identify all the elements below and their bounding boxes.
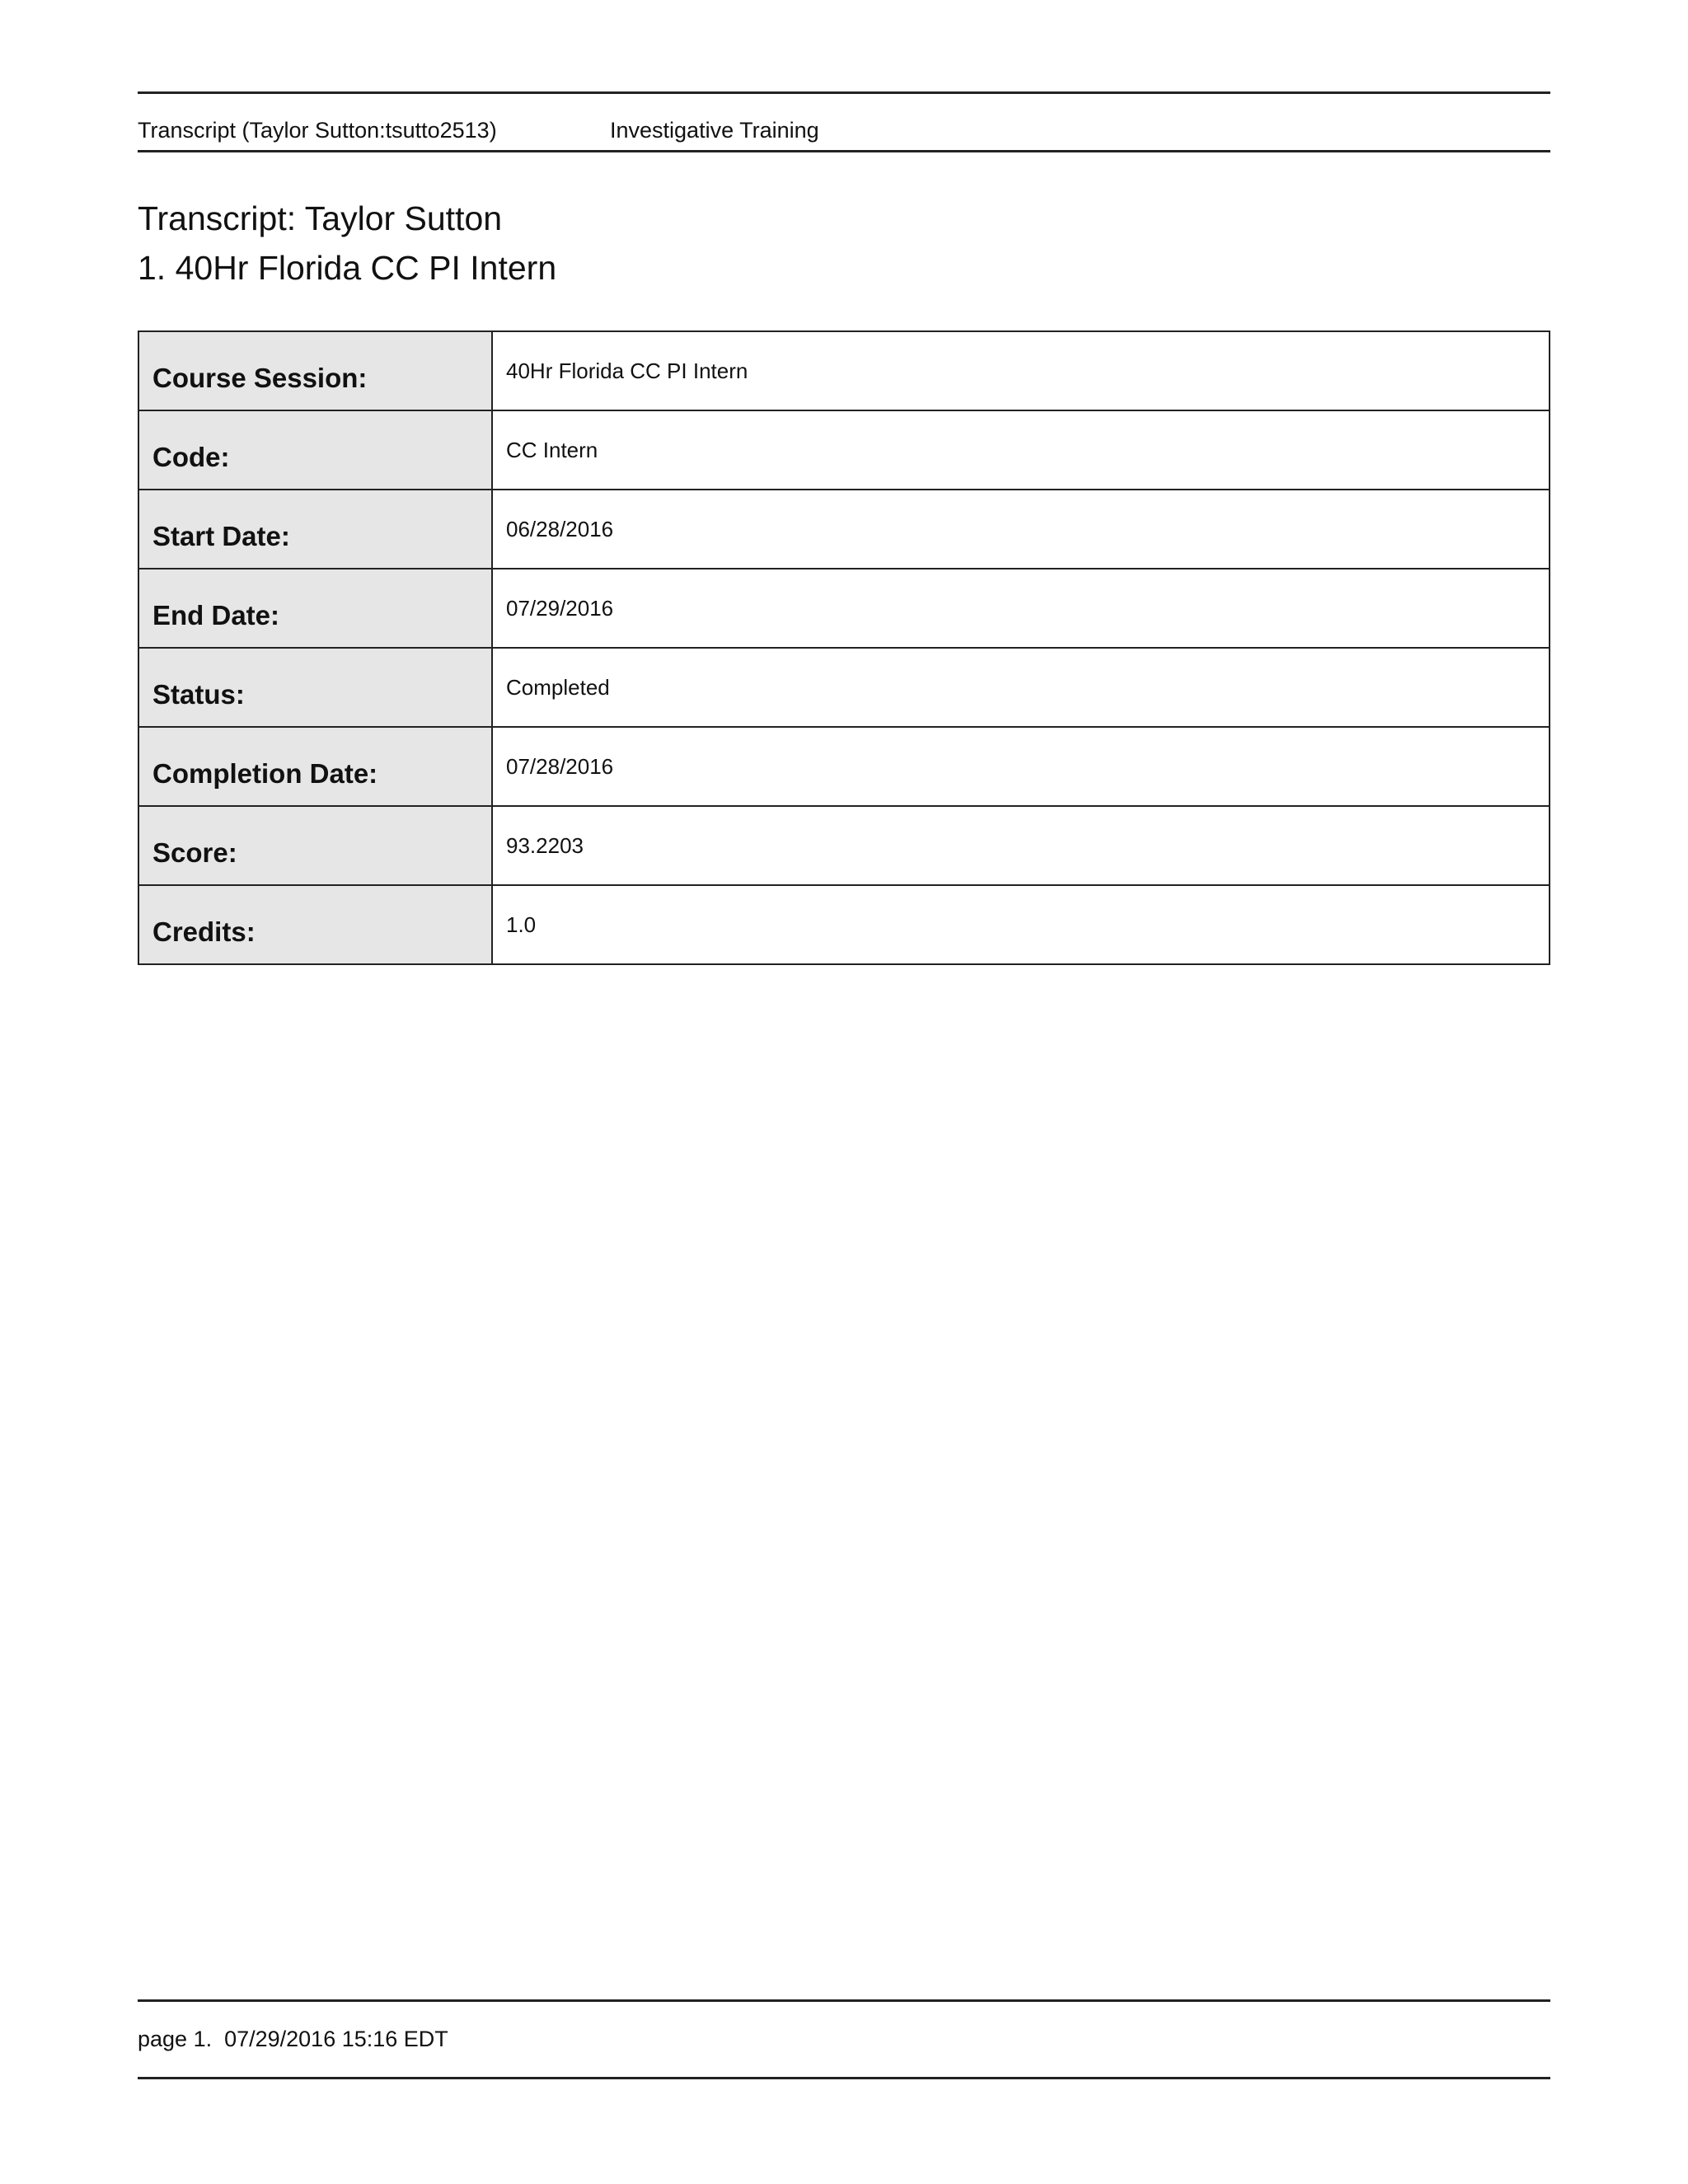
course-session-value: 40Hr Florida CC PI Intern	[492, 331, 1550, 410]
header-company-name: Investigative Training	[610, 118, 819, 143]
table-row	[138, 569, 1550, 648]
end-date-label: End Date:	[138, 569, 492, 648]
status-value: Completed	[492, 648, 1550, 727]
table-row	[138, 490, 1550, 569]
end-date-value: 07/29/2016	[492, 569, 1550, 648]
header-top-rule	[138, 91, 1550, 94]
credits-value: 1.0	[492, 885, 1550, 964]
credits-label: Credits:	[138, 885, 492, 964]
code-value: CC Intern	[492, 410, 1550, 490]
table-row	[138, 806, 1550, 885]
score-label: Score:	[138, 806, 492, 885]
footer-page-info: page 1. 07/29/2016 15:16 EDT	[138, 2027, 448, 2051]
transcript-title: Transcript: Taylor Sutton	[138, 199, 503, 237]
completion-date-label: Completion Date:	[138, 727, 492, 806]
code-label: Code:	[138, 410, 492, 490]
footer-bottom-rule	[138, 2077, 1550, 2079]
header-bottom-rule	[138, 150, 1550, 152]
course-details-table	[138, 330, 1550, 965]
course-title: 1. 40Hr Florida CC PI Intern	[138, 249, 557, 287]
status-label: Status:	[138, 648, 492, 727]
table-row	[138, 331, 1550, 410]
start-date-label: Start Date:	[138, 490, 492, 569]
table-row	[138, 410, 1550, 490]
course-session-label: Course Session:	[138, 331, 492, 410]
header-transcript-label: Transcript (Taylor Sutton:tsutto2513)	[138, 118, 497, 143]
score-value: 93.2203	[492, 806, 1550, 885]
completion-date-value: 07/28/2016	[492, 727, 1550, 806]
table-row	[138, 648, 1550, 727]
footer-top-rule	[138, 1999, 1550, 2002]
table-row	[138, 885, 1550, 964]
table-row	[138, 727, 1550, 806]
start-date-value: 06/28/2016	[492, 490, 1550, 569]
